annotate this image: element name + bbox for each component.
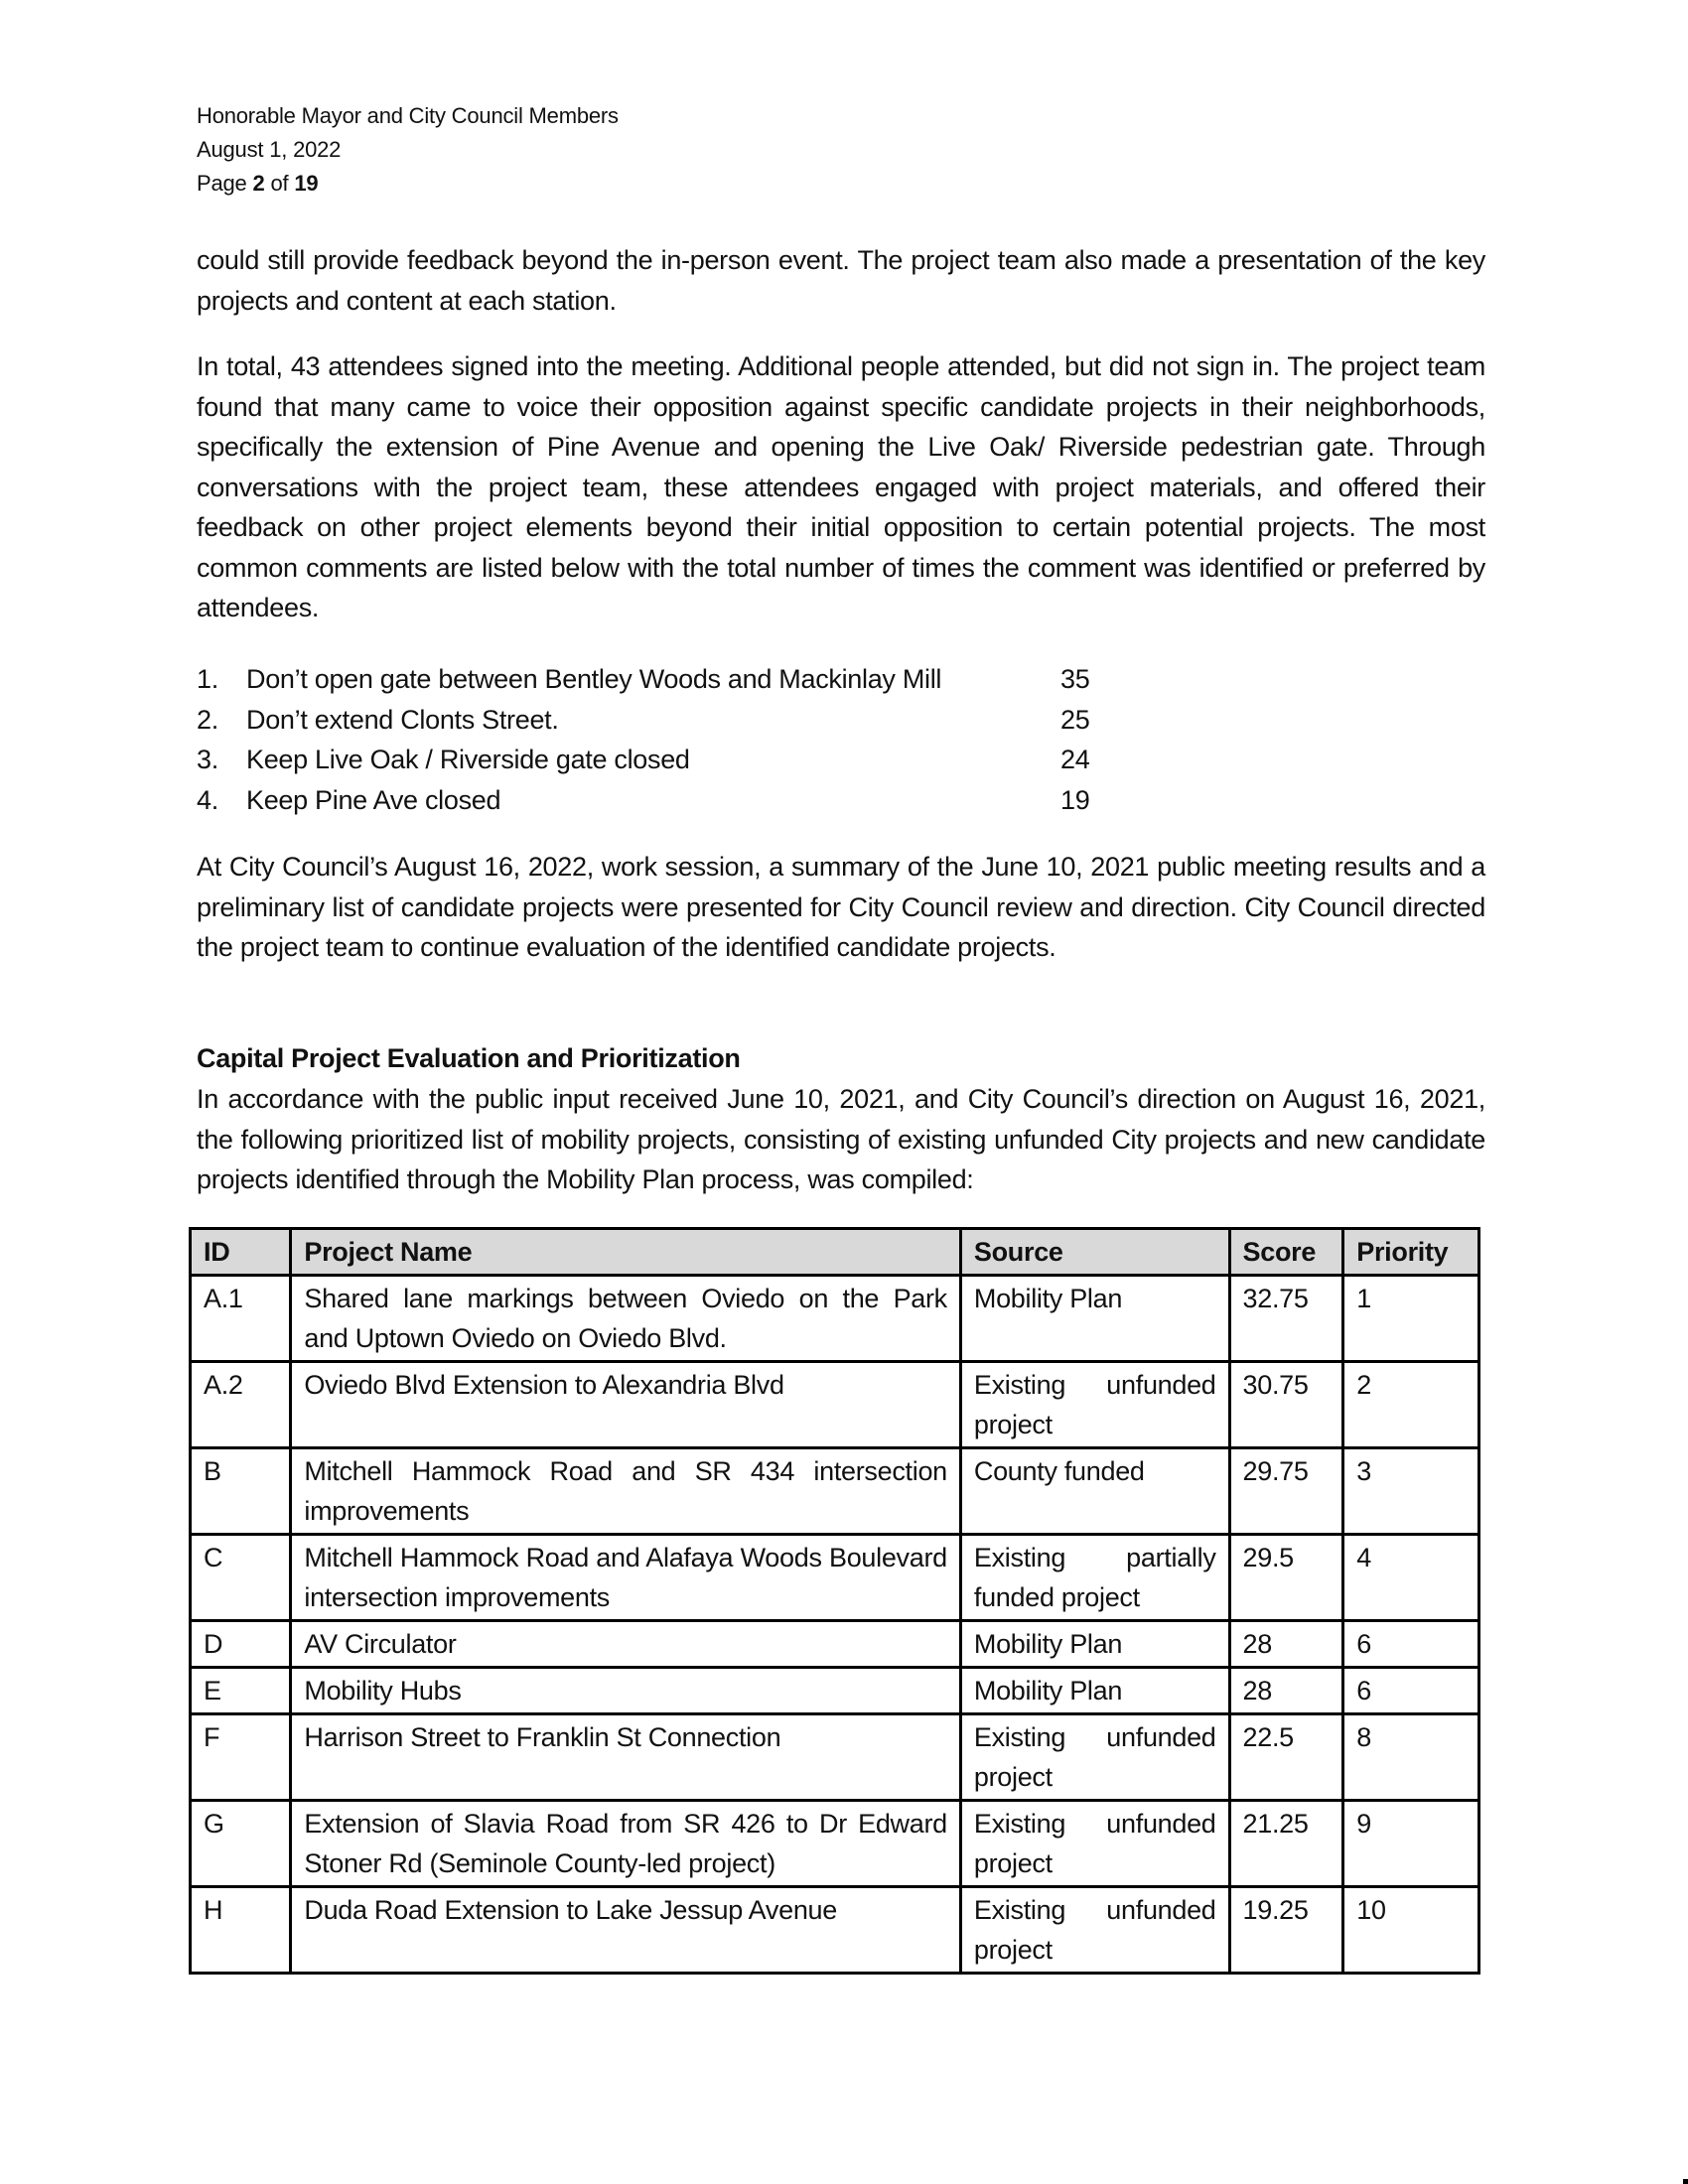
cell-id: C (191, 1535, 291, 1621)
list-item (197, 780, 1130, 821)
cell-priority: 1 (1343, 1276, 1479, 1362)
page-label: Page (197, 171, 253, 196)
list-item-text: Keep Live Oak / Riverside gate closed (246, 745, 690, 774)
cell-id: A.1 (191, 1276, 291, 1362)
table-row (191, 1714, 1479, 1801)
table-row (191, 1276, 1479, 1362)
paragraph-work-session: At City Council’s August 16, 2022, work session, a summary of the June 10, 2021 public meeting results and a preliminary list of candidate projects were presented for City Council review and direction. City Council directed the project team to continue evaluation of the identified candidate projects. (197, 852, 1485, 962)
list-item-count: 25 (1060, 704, 1090, 735)
cell-id: H (191, 1887, 291, 1974)
table-row (191, 1801, 1479, 1887)
cell-project-name: Harrison Street to Franklin St Connection (291, 1714, 961, 1801)
list-item-text: Don’t extend Clonts Street. (246, 704, 559, 735)
table-header-row (191, 1229, 1479, 1276)
cell-project-name: Mobility Hubs (291, 1668, 961, 1714)
cell-source: Mobility Plan (960, 1668, 1229, 1714)
column-header-source: Source (960, 1229, 1229, 1276)
cell-score: 28 (1229, 1668, 1343, 1714)
cell-project-name: AV Circulator (291, 1621, 961, 1668)
list-item-number: 2. (197, 704, 218, 735)
cell-id: B (191, 1448, 291, 1535)
cell-priority: 2 (1343, 1362, 1479, 1448)
table-row (191, 1621, 1479, 1668)
cell-source: County funded (960, 1448, 1229, 1535)
cell-priority: 6 (1343, 1621, 1479, 1668)
list-item-text: Don’t open gate between Bentley Woods and Mackinlay Mill (246, 664, 942, 694)
column-header-priority: Priority (1343, 1229, 1479, 1276)
page-total: 19 (294, 171, 319, 196)
column-header-project-name: Project Name (291, 1229, 961, 1276)
list-item (197, 740, 1130, 780)
list-item-count: 35 (1060, 664, 1090, 694)
cell-source: Existing unfunded project (960, 1714, 1229, 1801)
page-of: of (264, 171, 295, 196)
cell-source: Mobility Plan (960, 1276, 1229, 1362)
cell-score: 28 (1229, 1621, 1343, 1668)
paragraph-attendees: In total, 43 attendees signed into the meeting. Additional people attended, but did not sign in. The project team found that many came to voice their opposition against specific candidate projects in their neighborhoods, specifically the extension of Pine Avenue and opening the Live Oak/ Riverside pedestrian gate. Through conversations with the project team, these attendees engaged with project materials, and offered their feedback on other project elements beyond their initial opposition to certain potential projects. The most common comments are listed below with the total number of times the comment was identified or preferred by attendees. (197, 351, 1485, 622)
cell-source: Existing partially funded project (960, 1535, 1229, 1621)
cell-id: G (191, 1801, 291, 1887)
table-row (191, 1535, 1479, 1621)
paragraph-feedback: could still provide feedback beyond the in-person event. The project team also made a presentation of the key projects and content at each station. (197, 245, 1485, 316)
date-line: August 1, 2022 (197, 137, 342, 162)
letter-header (197, 99, 619, 201)
list-item-number: 1. (197, 664, 218, 694)
list-item-count: 24 (1060, 745, 1090, 774)
cell-score: 29.75 (1229, 1448, 1343, 1535)
list-item (197, 659, 1130, 700)
list-item-count: 19 (1060, 784, 1090, 815)
cell-id: A.2 (191, 1362, 291, 1448)
column-header-score: Score (1229, 1229, 1343, 1276)
cell-project-name: Mitchell Hammock Road and Alafaya Woods Boulevard intersection improvements (291, 1535, 961, 1621)
cell-priority: 9 (1343, 1801, 1479, 1887)
cell-priority: 6 (1343, 1668, 1479, 1714)
cell-priority: 3 (1343, 1448, 1479, 1535)
list-item-number: 4. (197, 784, 218, 815)
table-row (191, 1887, 1479, 1974)
cell-priority: 10 (1343, 1887, 1479, 1974)
column-header-id: ID (191, 1229, 291, 1276)
cell-source: Existing unfunded project (960, 1801, 1229, 1887)
cell-score: 32.75 (1229, 1276, 1343, 1362)
table-row (191, 1668, 1479, 1714)
cell-source: Existing unfunded project (960, 1887, 1229, 1974)
paragraph-prioritized-list: In accordance with the public input received June 10, 2021, and City Council’s direction on August 16, 2021, the following prioritized list of mobility projects, consisting of existing unfunded City projects and new candidate projects identified through the Mobility Plan process, was compiled: (197, 1084, 1485, 1194)
cell-id: F (191, 1714, 291, 1801)
table-row (191, 1448, 1479, 1535)
cell-source: Mobility Plan (960, 1621, 1229, 1668)
cell-priority: 4 (1343, 1535, 1479, 1621)
cell-score: 30.75 (1229, 1362, 1343, 1448)
cell-score: 22.5 (1229, 1714, 1343, 1801)
list-item-text: Keep Pine Ave closed (246, 784, 501, 815)
cell-id: D (191, 1621, 291, 1668)
list-item (197, 700, 1130, 741)
cell-project-name: Extension of Slavia Road from SR 426 to Dr Edward Stoner Rd (Seminole County-led project) (291, 1801, 961, 1887)
cell-source: Existing unfunded project (960, 1362, 1229, 1448)
common-comments-list (197, 659, 1130, 820)
page-number-line (197, 167, 619, 201)
page-current: 2 (252, 171, 265, 196)
section-heading: Capital Project Evaluation and Prioritization (197, 1043, 741, 1073)
cell-priority: 8 (1343, 1714, 1479, 1801)
cell-project-name: Mitchell Hammock Road and SR 434 intersection improvements (291, 1448, 961, 1535)
cell-score: 29.5 (1229, 1535, 1343, 1621)
recipient-line: Honorable Mayor and City Council Members (197, 103, 619, 128)
cell-score: 19.25 (1229, 1887, 1343, 1974)
list-item-number: 3. (197, 745, 218, 774)
table-row (191, 1362, 1479, 1448)
cell-project-name: Shared lane markings between Oviedo on the Park and Uptown Oviedo on Oviedo Blvd. (291, 1276, 961, 1362)
cell-project-name: Oviedo Blvd Extension to Alexandria Blvd (291, 1362, 961, 1448)
cell-score: 21.25 (1229, 1801, 1343, 1887)
project-priority-table (189, 1227, 1480, 1975)
cell-id: E (191, 1668, 291, 1714)
cell-project-name: Duda Road Extension to Lake Jessup Avenue (291, 1887, 961, 1974)
scan-corner-mark (1683, 2179, 1688, 2184)
